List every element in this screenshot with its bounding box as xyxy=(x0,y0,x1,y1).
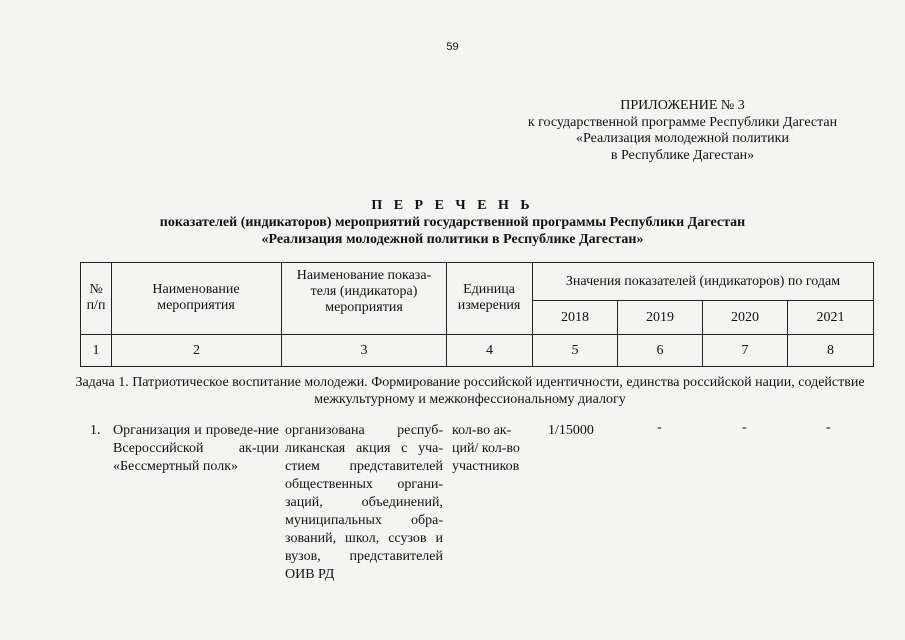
column-number: 1 xyxy=(92,342,100,358)
row-value-2019: - xyxy=(657,420,662,435)
title-heading: П Е Р Е Ч Е Н Ь xyxy=(371,198,534,213)
header-values-by-year: Значения показателей (индикаторов) по годам xyxy=(565,273,841,289)
header-year: 2021 xyxy=(816,309,845,325)
column-number: 6 xyxy=(656,342,664,358)
table-rule xyxy=(80,366,874,367)
header-indicator-name: Наименование показа-теля (индикатора) мероприятия xyxy=(296,268,432,315)
column-number: 4 xyxy=(486,342,493,358)
appendix-line: к государственной программе Республики Дагестан xyxy=(527,114,838,130)
header-year: 2019 xyxy=(646,309,674,325)
appendix-line: ПРИЛОЖЕНИЕ № 3 xyxy=(620,98,745,113)
appendix-line: в Республике Дагестан» xyxy=(610,147,755,163)
header-year: 2020 xyxy=(731,309,759,325)
appendix-header xyxy=(505,98,860,164)
document-title xyxy=(0,197,905,248)
header-num: № п/п xyxy=(86,282,106,313)
row-number: 1. xyxy=(90,423,101,438)
row-value-2020: - xyxy=(742,420,747,435)
row-value-2021: - xyxy=(826,420,831,435)
column-number: 8 xyxy=(827,342,834,358)
title-line: показателей (индикаторов) мероприятий государственной программы Республики Дагестан xyxy=(159,215,746,230)
page-number: 59 xyxy=(446,41,459,53)
row-value-2018: 1/15000 xyxy=(548,423,594,438)
row-event: Организация и проведе-ние Всероссийской ак-ции «Бессмертный полк» xyxy=(113,423,279,474)
appendix-line: «Реализация молодежной политики xyxy=(576,131,789,146)
header-unit: Единица измерения xyxy=(457,282,521,313)
header-year: 2018 xyxy=(561,309,589,325)
row-unit: кол-во ак-ций/ кол-во участников xyxy=(452,423,520,474)
column-number: 7 xyxy=(741,342,749,358)
row-indicator: организована респуб-ликанская акция с уча-стием представителей общественных органи-заций, объединений, муниципальных обра-зований, школ, ссузов и вузов, представителей ОИВ РД xyxy=(285,423,443,582)
title-line: «Реализация молодежной политики в Республике Дагестан» xyxy=(261,232,644,247)
column-number: 5 xyxy=(571,342,579,358)
column-number: 2 xyxy=(193,342,200,358)
table-rule xyxy=(873,262,874,366)
column-number: 3 xyxy=(360,342,368,358)
header-event-name: Наименование мероприятия xyxy=(152,282,240,313)
task-heading: Задача 1. Патриотическое воспитание молодежи. Формирование российской идентичности, единства российской нации, содействие межкультурному и межконфессиональному диалогу xyxy=(75,375,865,407)
